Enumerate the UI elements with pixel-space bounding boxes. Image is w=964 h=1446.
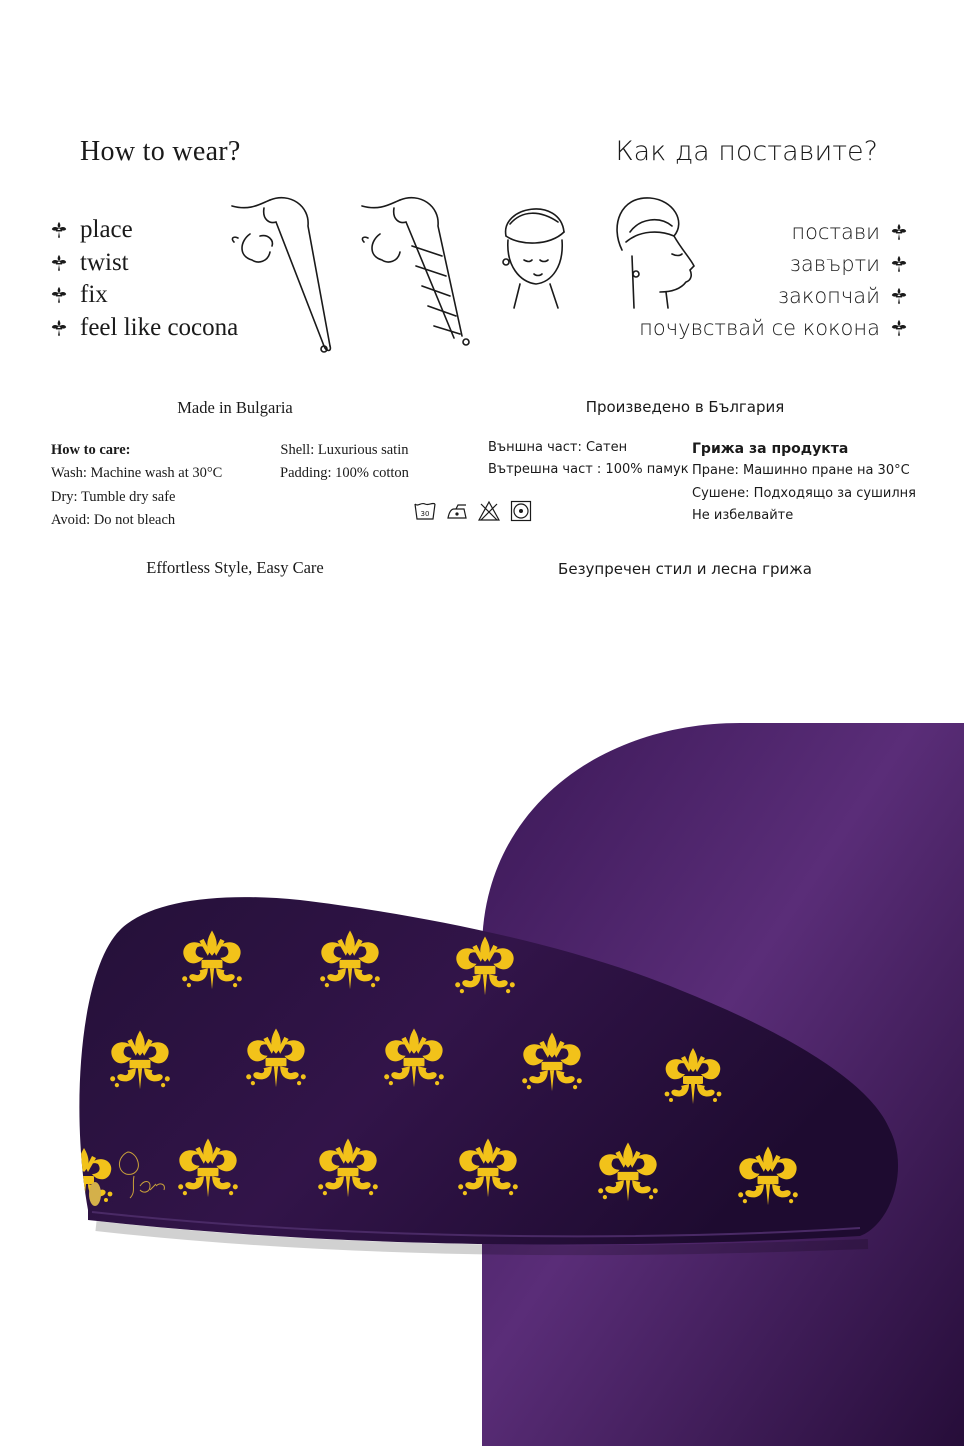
step-fix-bg: закопчай bbox=[639, 280, 908, 312]
tumble-dry-icon bbox=[510, 500, 532, 522]
iron-icon bbox=[446, 500, 468, 522]
made-in-label-bg: Произведено в България bbox=[585, 398, 785, 416]
how-to-wear-title: How to wear? bbox=[80, 136, 241, 167]
made-in-label-en: Made in Bulgaria bbox=[177, 398, 293, 417]
wearing-steps-illustration bbox=[220, 186, 720, 356]
fleur-de-lis-icon bbox=[50, 319, 68, 337]
care-instructions-bg bbox=[692, 438, 916, 527]
care-instructions-en bbox=[51, 439, 222, 532]
material-shell-bg: Външна част: Сатен bbox=[488, 440, 628, 455]
care-symbols bbox=[414, 500, 532, 522]
fleur-de-lis-icon bbox=[890, 223, 908, 241]
step-place-bg: постави bbox=[639, 216, 908, 248]
no-bleach-icon bbox=[478, 500, 500, 522]
step3-drawing bbox=[503, 209, 564, 308]
fleur-de-lis-icon bbox=[890, 255, 908, 273]
step-twist-bg: завърти bbox=[639, 248, 908, 280]
care-heading-bg: Грижа за продукта bbox=[692, 441, 849, 457]
step2-drawing bbox=[362, 198, 469, 345]
material-shell: Shell: Luxurious satin bbox=[280, 442, 409, 458]
wash-30-icon bbox=[414, 500, 436, 522]
step-feel: feel like cocona bbox=[50, 312, 238, 345]
care-wash: Wash: Machine wash at 30°C bbox=[51, 465, 223, 482]
fleur-de-lis-icon bbox=[50, 254, 68, 272]
care-heading: How to care: bbox=[51, 442, 131, 458]
fleur-de-lis-icon bbox=[50, 286, 68, 304]
fleur-de-lis-icon bbox=[890, 319, 908, 337]
tagline-bg: Безупречен стил и лесна грижа bbox=[558, 560, 812, 578]
towel-button bbox=[89, 1182, 101, 1206]
step-twist: twist bbox=[50, 247, 238, 280]
step-feel-bg: почувствай се кокона bbox=[639, 312, 908, 344]
care-wash-bg: Пране: Машинно пране на 30°C bbox=[692, 463, 910, 479]
tagline-en: Effortless Style, Easy Care bbox=[146, 558, 324, 577]
product-photo bbox=[0, 700, 964, 1446]
care-avoid: Avoid: Do not bleach bbox=[51, 511, 176, 528]
step-fix: fix bbox=[50, 279, 238, 312]
care-dry-bg: Сушене: Подходящо за сушилня bbox=[692, 485, 917, 501]
step4-drawing bbox=[617, 198, 694, 308]
how-to-wear-title-bg: Как да поставите? bbox=[615, 136, 878, 167]
material-padding: Padding: 100% cotton bbox=[280, 465, 409, 482]
care-avoid-bg: Не избелвайте bbox=[692, 507, 794, 523]
fleur-de-lis-icon bbox=[890, 287, 908, 305]
materials-bg bbox=[488, 437, 689, 481]
steps-list-en bbox=[50, 214, 238, 344]
material-padding-bg: Вътрешна част : 100% памук bbox=[488, 462, 689, 477]
wash-temp-label: 30 bbox=[420, 510, 430, 518]
step-place: place bbox=[50, 214, 238, 247]
materials-en bbox=[280, 439, 409, 486]
step1-drawing bbox=[232, 198, 330, 352]
care-dry: Dry: Tumble dry safe bbox=[51, 488, 176, 505]
fleur-de-lis-icon bbox=[50, 221, 68, 239]
